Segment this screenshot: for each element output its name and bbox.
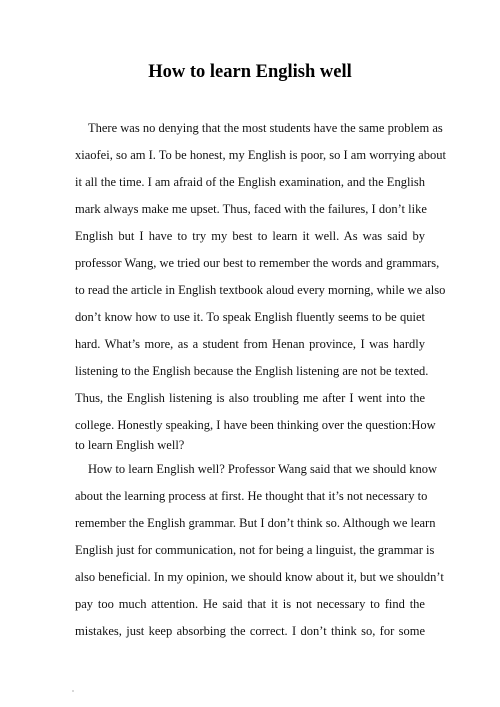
paragraph-1-line-11: Thus, the English listening is also troubling me after I went into the xyxy=(75,391,425,405)
paragraph-1-line-8: don’t know how to use it. To speak English fluently seems to be quiet xyxy=(75,310,425,324)
paragraph-2-line-6: pay too much attention. He said that it is not necessary to find the xyxy=(75,597,425,611)
paragraph-2-line-7: mistakes, just keep absorbing the correct. I don’t think so, for some xyxy=(75,624,425,638)
paragraph-1-line-3: it all the time. I am afraid of the English examination, and the English xyxy=(75,175,425,189)
paragraph-1-line-4: mark always make me upset. Thus, faced with the failures, I don’t like xyxy=(75,202,427,216)
paragraph-1-line-12: college. Honestly speaking, I have been thinking over the question:How xyxy=(75,418,436,432)
paragraph-1-line-5: English but I have to try my best to learn it well. As was said by xyxy=(75,229,425,243)
page-mark xyxy=(72,690,74,692)
paragraph-2-line-3: remember the English grammar. But I don’t think so. Although we learn xyxy=(75,516,436,530)
paragraph-2-line-2: about the learning process at first. He thought that it’s not necessary to xyxy=(75,489,428,503)
paragraph-1-line-6: professor Wang, we tried our best to remember the words and grammars, xyxy=(75,256,440,270)
paragraph-1-line-7: to read the article in English textbook aloud every morning, while we also xyxy=(75,283,446,297)
paragraph-1-line-2: xiaofei, so am I. To be honest, my English is poor, so I am worrying about xyxy=(75,148,446,162)
paragraph-2-line-5: also beneficial. In my opinion, we should know about it, but we shouldn’t xyxy=(75,570,444,584)
paragraph-1-line-13: to learn English well? xyxy=(75,438,185,452)
paragraph-1-line-1: There was no denying that the most students have the same problem as xyxy=(88,121,443,135)
paragraph-2-line-1: How to learn English well? Professor Wang said that we should know xyxy=(88,462,438,476)
paragraph-2-line-4: English just for communication, not for being a linguist, the grammar is xyxy=(75,543,435,557)
paragraph-1-line-10: listening to the English because the English listening are not be texted. xyxy=(75,364,429,378)
paragraph-1-line-9: hard. What’s more, as a student from Henan province, I was hardly xyxy=(75,337,425,351)
document-title: How to learn English well xyxy=(148,62,352,82)
